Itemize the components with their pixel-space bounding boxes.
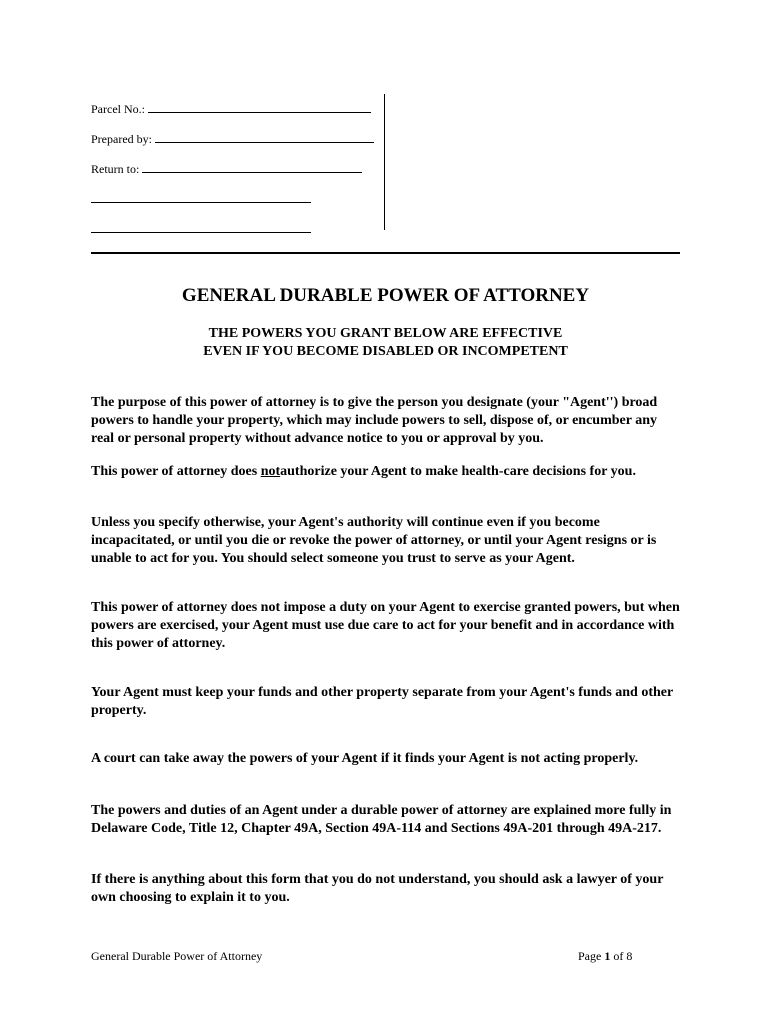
prepared-by-line	[91, 130, 385, 160]
prepared-by-label: Prepared by:	[91, 132, 152, 146]
footer-page-total: of 8	[610, 949, 633, 963]
parcel-number-line	[91, 100, 385, 130]
paragraph-lawyer-advice: If there is anything about this form that you do not understand, you should ask a lawyer of your own choosing to explain it to you.	[91, 872, 664, 905]
prepared-by-blank[interactable]	[155, 130, 374, 143]
paragraph-health-care-after: authorize your Agent to make health-care decisions for you.	[280, 464, 636, 479]
header-vertical-rule	[384, 94, 385, 230]
footer-page-prefix: Page	[578, 949, 605, 963]
address-blank-1[interactable]	[91, 190, 311, 203]
subtitle-line-1: THE POWERS YOU GRANT BELOW ARE EFFECTIVE	[208, 326, 563, 341]
paragraph-authority-duration: Unless you specify otherwise, your Agent's authority will continue even if you become incapacitated, or until you die or revoke the power of attorney, or until your Agent resigns or is unable to act for you. You should select someone you trust to serve as your Agent.	[91, 515, 657, 566]
paragraph-funds: Your Agent must keep your funds and other property separate from your Agent's funds and other property.	[91, 685, 673, 718]
footer-document-name: General Durable Power of Attorney	[91, 949, 263, 963]
return-to-label: Return to:	[91, 162, 140, 176]
paragraph-health-care-before: This power of attorney does	[91, 464, 261, 479]
address-blank-2[interactable]	[91, 220, 311, 233]
footer-page-number	[578, 949, 632, 964]
paragraph-court: A court can take away the powers of your Agent if it finds your Agent is not acting properly.	[91, 751, 639, 766]
paragraph-duty: This power of attorney does not impose a duty on your Agent to exercise granted powers, but when powers are exercised, your Agent must use due care to act for your benefit and in accordance with this power of attorney.	[91, 600, 680, 651]
address-line-2	[91, 220, 385, 250]
footer-current-page: 1	[604, 949, 611, 963]
document-title: GENERAL DURABLE POWER OF ATTORNEY	[181, 285, 590, 306]
parcel-number-blank[interactable]	[148, 100, 371, 113]
address-line-1	[91, 190, 385, 220]
paragraph-purpose: The purpose of this power of attorney is to give the person you designate (your "Agent'') broad powers to handle your property, which may include powers to sell, dispose of, or encumber any real or personal property without advance notice to you or approval by you.	[91, 395, 658, 446]
header-divider	[91, 252, 680, 254]
return-to-line	[91, 160, 385, 190]
document-subtitle	[91, 325, 680, 361]
parcel-number-label: Parcel No.:	[91, 102, 145, 116]
paragraph-health-care-emphasis: not	[260, 464, 281, 479]
return-to-blank[interactable]	[142, 160, 362, 173]
recording-info-block	[91, 100, 385, 250]
subtitle-line-2: EVEN IF YOU BECOME DISABLED OR INCOMPETENT	[203, 344, 568, 359]
paragraph-health-care	[91, 463, 683, 481]
paragraph-delaware-code: The powers and duties of an Agent under a durable power of attorney are explained more fully in Delaware Code, Title 12, Chapter 49A, Section 49A-114 and Sections 49A-201 through 49A-217.	[91, 803, 672, 836]
